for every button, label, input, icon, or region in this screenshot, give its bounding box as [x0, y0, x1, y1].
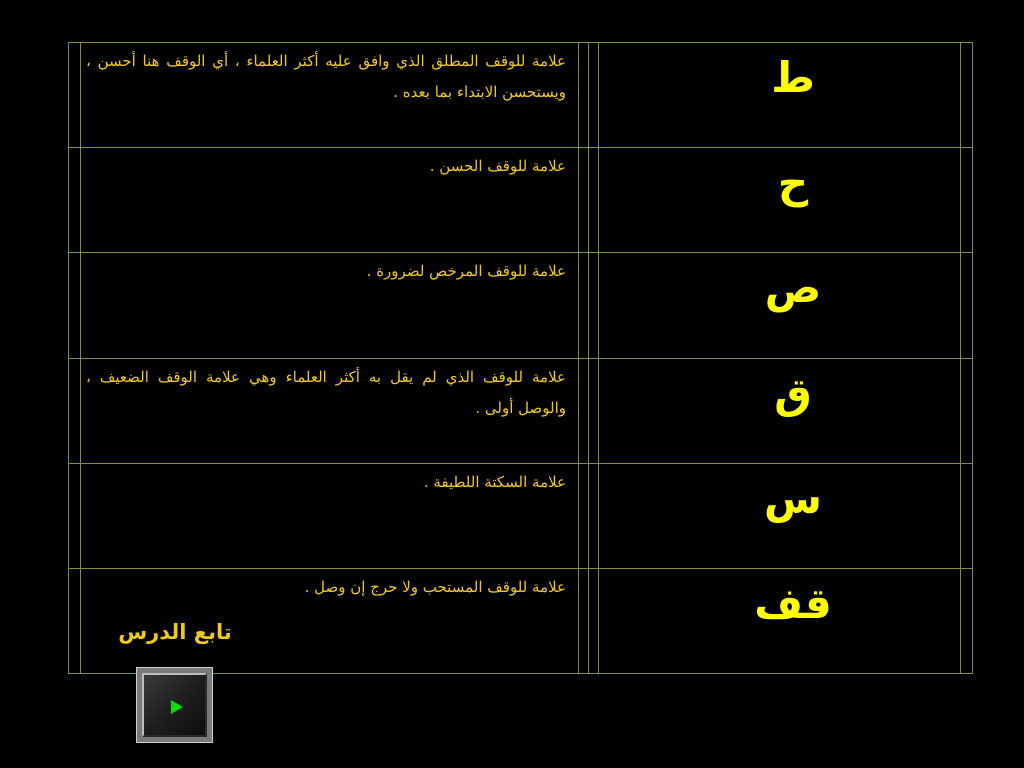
table-row: [68, 358, 973, 463]
stop-symbol: س: [764, 474, 822, 523]
stop-signs-table: [68, 42, 973, 674]
stop-symbol: ح: [777, 158, 809, 207]
stop-definition: علامة للوقف المرخص لضرورة .: [366, 262, 566, 280]
stop-symbol: ط: [771, 53, 815, 102]
play-triangle-icon: [171, 700, 183, 714]
next-slide-button[interactable]: [136, 667, 213, 743]
stop-symbol: قف: [754, 579, 832, 628]
stop-definition: علامة للوقف المطلق الذي وافق عليه أكثر العلماء ، أي الوقف هنا أحسن ، ويستحسن الابتداء بما بعده .: [86, 52, 566, 101]
stop-definition: علامة للوقف الذي لم يقل به أكثر العلماء وهي علامة الوقف الضعيف ، والوصل أولى .: [86, 368, 566, 417]
continue-lesson-link[interactable]: تابع الدرس: [118, 620, 232, 644]
stop-symbol: ق: [774, 369, 812, 418]
stop-symbol: ص: [764, 263, 822, 312]
table-row: [68, 252, 973, 357]
stop-definition: علامة للوقف الحسن .: [429, 157, 566, 175]
table-row: [68, 463, 973, 568]
table-row: [68, 147, 973, 252]
stop-definition: علامة السكتة اللطيفة .: [423, 473, 566, 491]
table-row: [68, 42, 973, 147]
next-slide-button-face: [142, 673, 207, 737]
stop-definition: علامة للوقف المستحب ولا حرج إن وصل .: [304, 578, 566, 596]
